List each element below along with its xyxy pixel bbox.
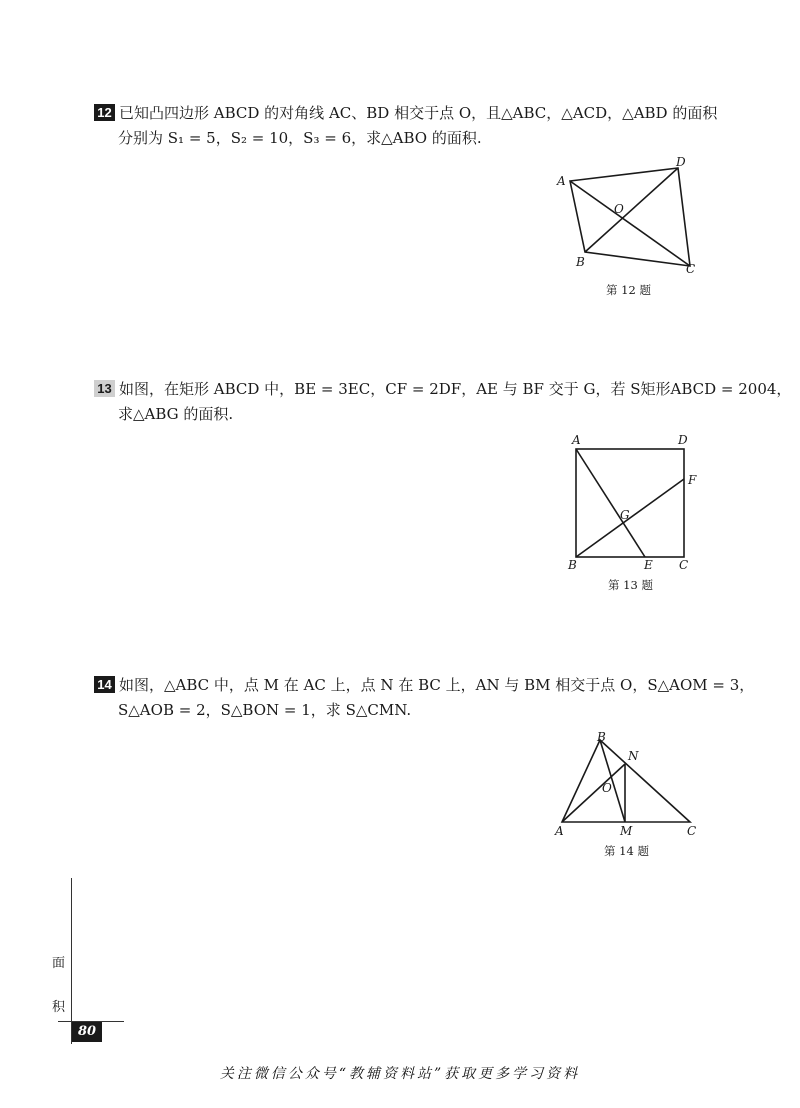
segment-bf (576, 479, 684, 557)
diagonal-bd (585, 168, 678, 252)
page-number: 80 (72, 1022, 102, 1042)
problem-12 (94, 101, 734, 151)
figure-caption: 第 12 题 (606, 283, 651, 297)
label-a: A (555, 824, 564, 838)
label-e: E (644, 558, 653, 572)
figure-13 (560, 430, 710, 595)
figure-12 (540, 155, 710, 305)
segment-ae (576, 449, 645, 557)
figure-caption: 第 14 题 (604, 844, 649, 858)
diagonal-ac (570, 181, 690, 266)
problem-text-line1: 已知凸四边形 ABCD 的对角线 AC、BD 相交于点 O，且△ABC，△ACD，△ABD 的面积 (119, 104, 718, 122)
margin-vertical-rule (71, 878, 72, 1044)
problem-number-badge: 12 (94, 104, 115, 121)
side-label-char2: 积 (52, 1000, 66, 1015)
label-o: O (602, 781, 612, 795)
problem-number-badge: 14 (94, 676, 115, 693)
label-b: B (568, 558, 577, 572)
problem-text-line1: 如图，△ABC 中，点 M 在 AC 上，点 N 在 BC 上，AN 与 BM 相交于点 O，S△AOM = 3， (119, 676, 755, 694)
problem-text-line2: S△AOB = 2，S△BON = 1，求 S△CMN. (118, 701, 412, 719)
label-f: F (688, 473, 697, 487)
footer-note: 关注微信公众号“教辅资料站”获取更多学习资料 (219, 1066, 581, 1082)
label-d: D (678, 433, 688, 447)
label-c: C (686, 262, 696, 276)
figure-12-diagram (540, 155, 710, 305)
problem-text-line2: 求△ABG 的面积. (118, 405, 234, 423)
problem-13 (94, 377, 792, 427)
problem-text-line2: 分别为 S₁ = 5，S₂ = 10，S₃ = 6，求△ABO 的面积. (118, 129, 482, 147)
figure-14-diagram (550, 728, 710, 863)
label-n: N (628, 749, 639, 763)
label-b: B (576, 255, 585, 269)
label-o: O (614, 202, 624, 216)
figure-caption: 第 13 题 (608, 578, 653, 592)
label-g: G (620, 508, 630, 522)
label-b: B (597, 730, 606, 744)
label-c: C (687, 824, 697, 838)
figure-14 (550, 728, 710, 863)
label-c: C (679, 558, 689, 572)
label-a: A (557, 174, 566, 188)
figure-13-diagram (560, 430, 710, 595)
problem-number-badge: 13 (94, 380, 115, 397)
label-d: D (676, 155, 686, 169)
label-a: A (572, 433, 581, 447)
quadrilateral-abcd (570, 168, 690, 266)
rectangle-abcd (576, 449, 684, 557)
label-m: M (620, 824, 633, 838)
triangle-abc (562, 740, 690, 822)
problem-14 (94, 673, 755, 723)
side-label-char1: 面 (52, 956, 66, 971)
problem-text-line1: 如图，在矩形 ABCD 中，BE = 3EC，CF = 2DF，AE 与 BF 交于 G，若 S矩形ABCD = 2004， (119, 380, 792, 398)
